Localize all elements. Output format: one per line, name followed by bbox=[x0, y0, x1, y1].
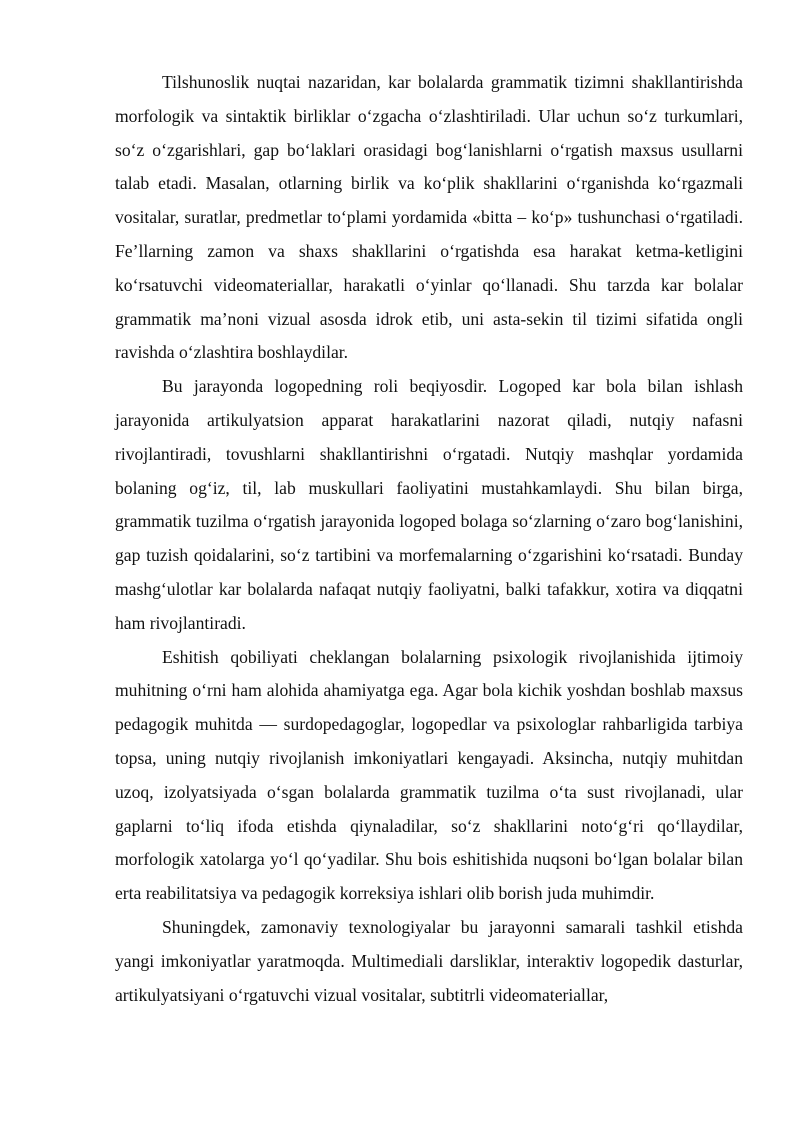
paragraph-4: Shuningdek, zamonaviy texnologiyalar bu jarayonni samarali tashkil etishda yangi imkoniyatlar yaratmoqda. Multimediali darsliklar, interaktiv logopedik dasturlar, artikulyatsiyani o‘rgatuvchi vizual vositalar, subtitrli videomateriallar, bbox=[115, 916, 743, 1005]
paragraph-3: Eshitish qobiliyati cheklangan bolalarning psixologik rivojlanishida ijtimoiy muhitning o‘rni ham alohida ahamiyatga ega. Agar bola kichik yoshdan boshlab maxsus pedagogik muhitda — surdopedagoglar, logopedlar va psixologlar rahbarligida tarbiya topsa, uning nutqiy rivojlanish imkoniyatlari kengayadi. Aksincha, nutqiy muhitdan uzoq, izolyatsiyada o‘sgan bolalarda grammatik tuzilma o‘ta sust rivojlanadi, ular gaplarni to‘liq ifoda etishda qiynaladilar, so‘z shakllarini noto‘g‘ri qo‘llaydilar, morfologik xatolarga yo‘l qo‘yadilar. Shu bois eshitishida nuqsoni bo‘lgan bolalar bilan erta reabilitatsiya va pedagogik korreksiya ishlari olib borish juda muhimdir. bbox=[115, 646, 743, 904]
body-text bbox=[115, 66, 743, 1012]
paragraph-1: Tilshunoslik nuqtai nazaridan, kar bolalarda grammatik tizimni shakllantirishda morfologik va sintaktik birliklar o‘zgacha o‘zlashtiriladi. Ular uchun so‘z turkumlari, so‘z o‘zgarishlari, gap bo‘laklari orasidagi bog‘lanishlarni o‘rgatish maxsus usullarni talab etadi. Masalan, otlarning birlik va ko‘plik shakllarini o‘rganishda ko‘rgazmali vositalar, suratlar, predmetlar to‘plami yordamida «bitta – ko‘p» tushunchasi o‘rgatiladi. Fe’llarning zamon va shaxs shakllarini o‘rgatishda esa harakat ketma-ketligini ko‘rsatuvchi videomateriallar, harakatli o‘yinlar qo‘llanadi. Shu tarzda kar bolalar grammatik ma’noni vizual asosda idrok etib, uni asta-sekin til tizimi sifatida ongli ravishda o‘zlashtira boshlaydilar. bbox=[115, 72, 743, 363]
paragraph-2: Bu jarayonda logopedning roli beqiyosdir. Logoped kar bola bilan ishlash jarayonida artikulyatsion apparat harakatlarini nazorat qiladi, nutqiy nafasni rivojlantiradi, tovushlarni shakllantirishni o‘rgatadi. Nutqiy mashqlar yordamida bolaning og‘iz, til, lab muskullari faoliyatini mustahkamlaydi. Shu bilan birga, grammatik tuzilma o‘rgatish jarayonida logoped bolaga so‘zlarning o‘zaro bog‘lanishini, gap tuzish qoidalarini, so‘z tartibini va morfemalarning o‘zgarishini ko‘rsatadi. Bunday mashg‘ulotlar kar bolalarda nafaqat nutqiy faoliyatni, balki tafakkur, xotira va diqqatni ham rivojlantiradi. bbox=[115, 376, 743, 633]
